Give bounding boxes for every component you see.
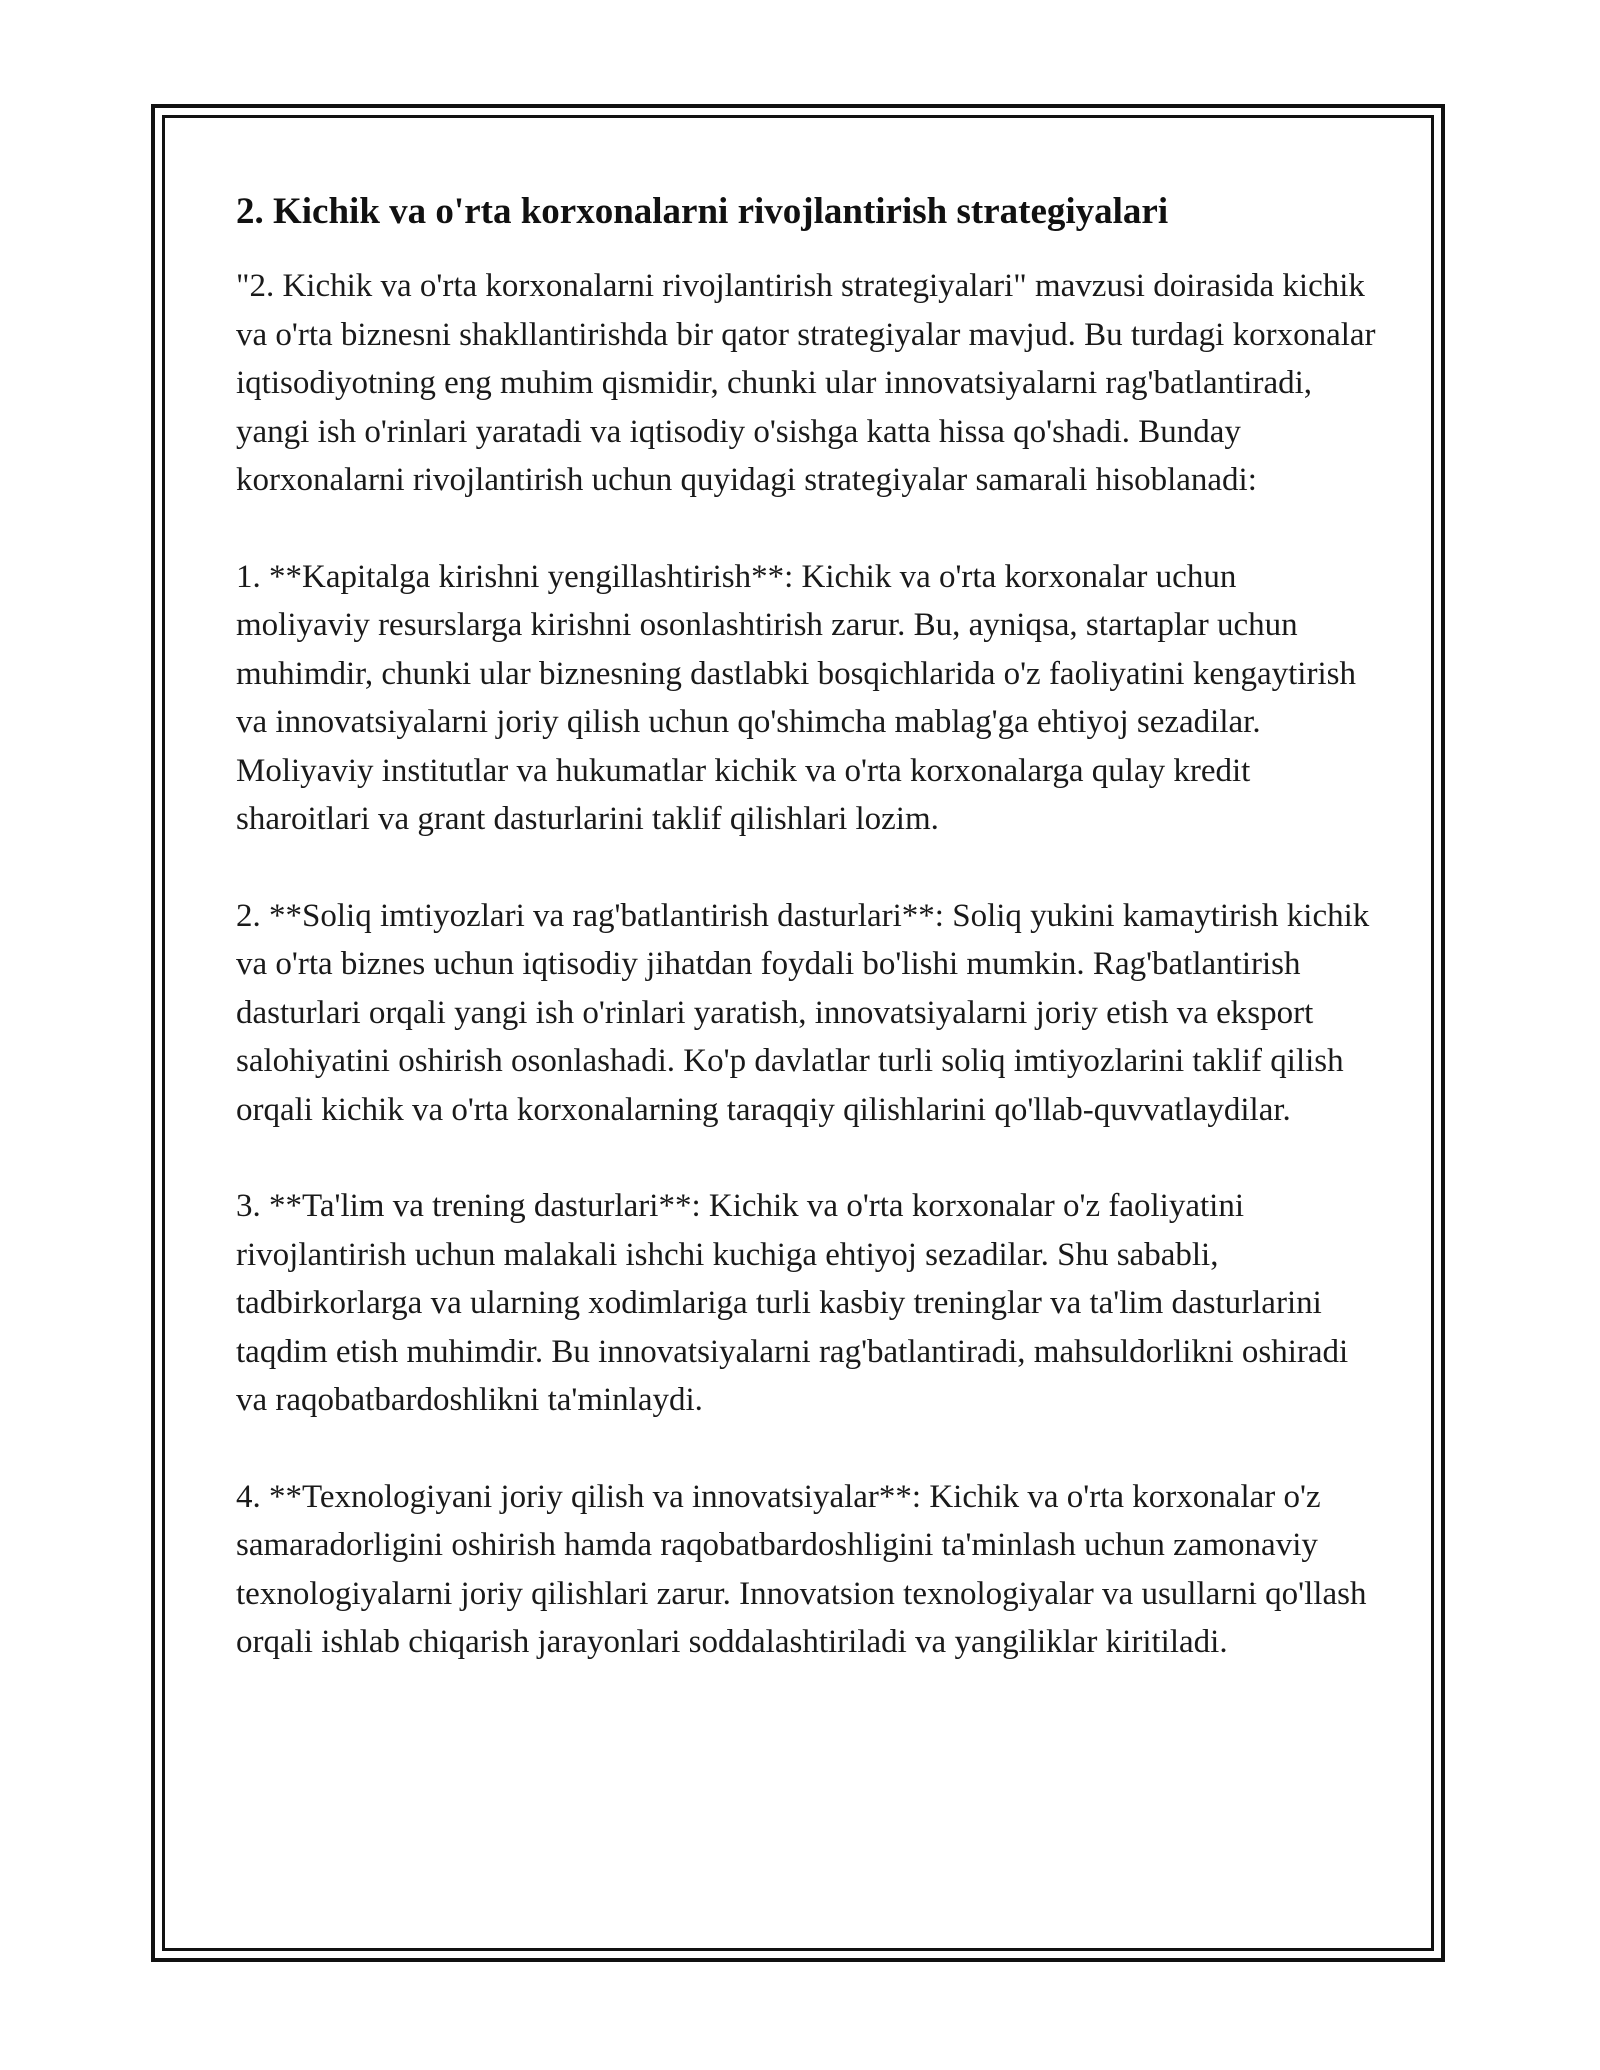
strategy-paragraph-1: 1. **Kapitalga kirishni yengillashtirish**: Kichik va o'rta korxonalar uchun moliyaviy resurslarga kirishni osonlashtirish zarur. Bu, ayniqsa, startaplar uchun muhimdir, chunki ular biznesning dastlabki bosqichlarida o'z faoliyatini kengaytirish va innovatsiyalarni joriy qilish uchun qo'shimcha mablag'ga ehtiyoj sezadilar. Moliyaviy institutlar va hukumatlar kichik va o'rta korxonalarga qulay kredit sharoitlari va grant dasturlarini taklif qilishlari lozim. xyxy=(236,558,1356,837)
document-title: 2. Kichik va o'rta korxonalarni rivojlantirish strategiyalari xyxy=(236,191,1169,232)
strategy-paragraph-2: 2. **Soliq imtiyozlari va rag'batlantirish dasturlari**: Soliq yukini kamaytirish kichik va o'rta biznes uchun iqtisodiy jihatdan foydali bo'lishi mumkin. Rag'batlantirish dasturlari orqali yangi ish o'rinlari yaratish, innovatsiyalarni joriy etish va eksport salohiyatini oshirish osonlashadi. Ko'p davlatlar turli soliq imtiyozlarini taklif qilish orqali kichik va o'rta korxonalarning taraqqiy qilishlarini qo'llab-quvvatlaydilar. xyxy=(236,897,1370,1128)
strategy-paragraph-4: 4. **Texnologiyani joriy qilish va innovatsiyalar**: Kichik va o'rta korxonalar o'z samaradorligini oshirish hamda raqobatbardoshligini ta'minlash uchun zamonaviy texnologiyalarni joriy qilishlari zarur. Innovatsion texnologiyalar va usullarni qo'llash orqali ishlab chiqarish jarayonlari soddalashtiriladi va yangiliklar kiritiladi. xyxy=(236,1478,1367,1660)
intro-paragraph: "2. Kichik va o'rta korxonalarni rivojlantirish strategiyalari" mavzusi doirasida kichik va o'rta biznesni shakllantirishda bir qator strategiyalar mavjud. Bu turdagi korxonalar iqtisodiyotning eng muhim qismidir, chunki ular innovatsiyalarni rag'batlantiradi, yangi ish o'rinlari yaratadi va iqtisodiy o'sishga katta hissa qo'shadi. Bunday korxonalarni rivojlantirish uchun quyidagi strategiyalar samarali hisoblanadi: xyxy=(236,268,1376,498)
document-body xyxy=(236,186,1376,1667)
strategy-paragraph-3: 3. **Ta'lim va trening dasturlari**: Kichik va o'rta korxonalar o'z faoliyatini rivojlantirish uchun malakali ishchi kuchiga ehtiyoj sezadilar. Shu sababli, tadbirkorlarga va ularning xodimlariga turli kasbiy treninglar va ta'lim dasturlarini taqdim etish muhimdir. Bu innovatsiyalarni rag'batlantiradi, mahsuldorlikni oshiradi va raqobatbardoshlikni ta'minlaydi. xyxy=(236,1188,1349,1418)
